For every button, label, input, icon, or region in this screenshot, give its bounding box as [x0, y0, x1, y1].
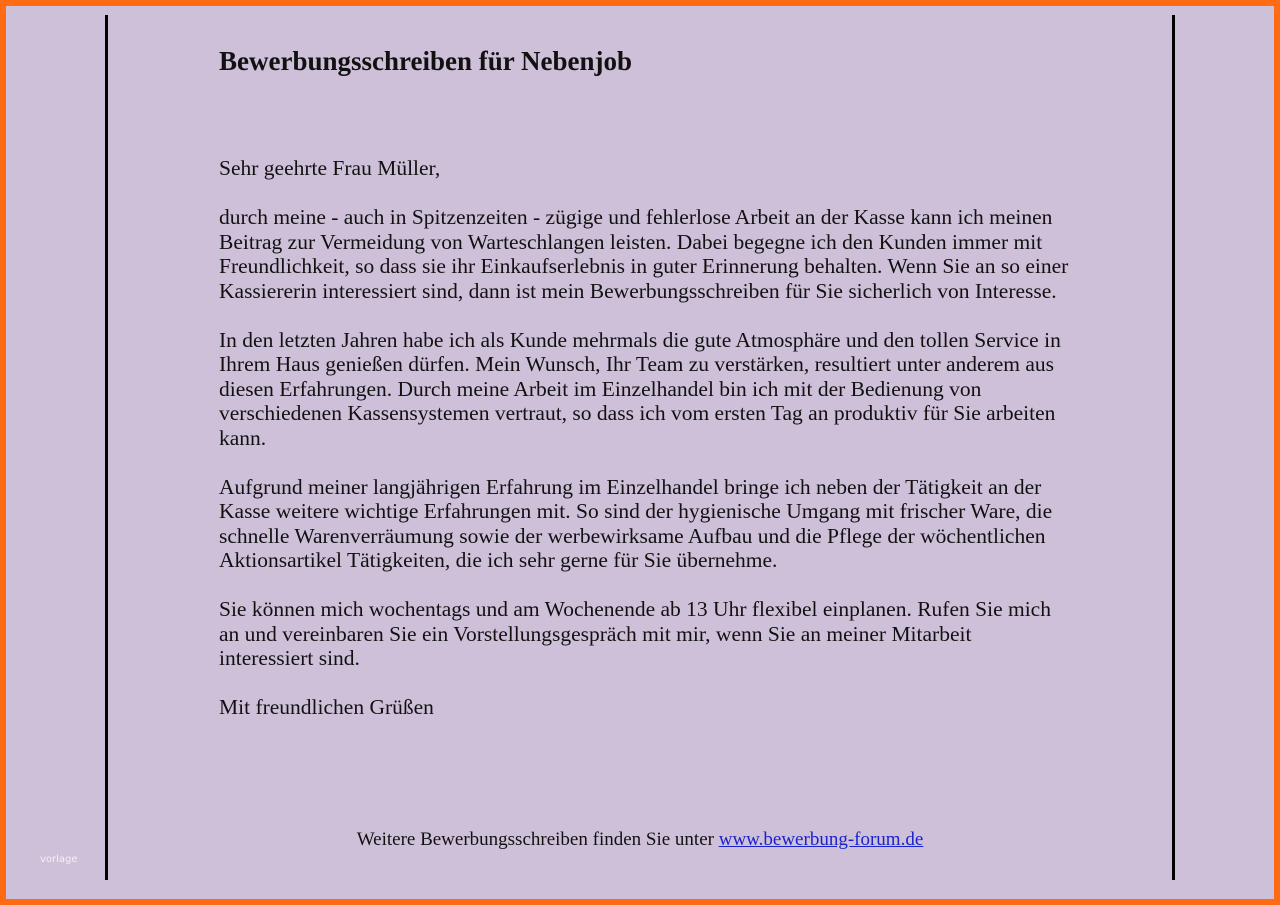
letter-title: Bewerbungsschreiben für Nebenjob	[219, 46, 633, 76]
footer	[6, 829, 1274, 851]
paragraph-1: durch meine - auch in Spitzenzeiten - zügige und fehlerlose Arbeit an der Kasse kann ich meinen Beitrag zur Vermeidung von Warteschlangen leisten. Dabei begegne ich den Kunden immer mit Freundlichkeit, so dass sie ihr Einkaufserlebnis in guter Erinnerung behalten. Wenn Sie an so einer Kassiererin interessiert sind, dann ist mein Bewerbungsschreiben für Sie sicherlich von Interesse.	[219, 205, 1069, 303]
closing: Mit freundlichen Grüßen	[219, 695, 434, 719]
left-margin-line	[105, 15, 108, 880]
right-margin-line	[1172, 15, 1175, 880]
salutation: Sehr geehrte Frau Müller,	[219, 156, 441, 180]
page-frame	[6, 6, 1274, 899]
letter-body	[219, 46, 1069, 720]
footer-link[interactable]: www.bewerbung-forum.de	[718, 829, 924, 850]
footer-text: Weitere Bewerbungsschreiben finden Sie unter	[356, 829, 719, 850]
paragraph-4: Sie können mich wochentags und am Wochenende ab 13 Uhr flexibel einplanen. Rufen Sie mich an und vereinbaren Sie ein Vorstellungsgespräch mit mir, wenn Sie an meiner Mitarbeit interessiert sind.	[219, 597, 1051, 670]
watermark: vorlage	[40, 854, 78, 865]
paragraph-3: Aufgrund meiner langjährigen Erfahrung im Einzelhandel bringe ich neben der Tätigkeit an der Kasse weitere wichtige Erfahrungen mit. So sind der hygienische Umgang mit frischer Ware, die schnelle Warenverräumung sowie der werbewirksame Aufbau und die Pflege der wöchentlichen Aktionsartikel Tätigkeiten, die ich sehr gerne für Sie übernehme.	[219, 474, 1053, 572]
paragraph-2: In den letzten Jahren habe ich als Kunde mehrmals die gute Atmosphäre und den tollen Service in Ihrem Haus genießen dürfen. Mein Wunsch, Ihr Team zu verstärken, resultiert unter anderem aus diesen Erfahrungen. Durch meine Arbeit im Einzelhandel bin ich mit der Bedienung von verschiedenen Kassensystemen vertraut, so dass ich vom ersten Tag an produktiv für Sie arbeiten kann.	[219, 327, 1061, 450]
